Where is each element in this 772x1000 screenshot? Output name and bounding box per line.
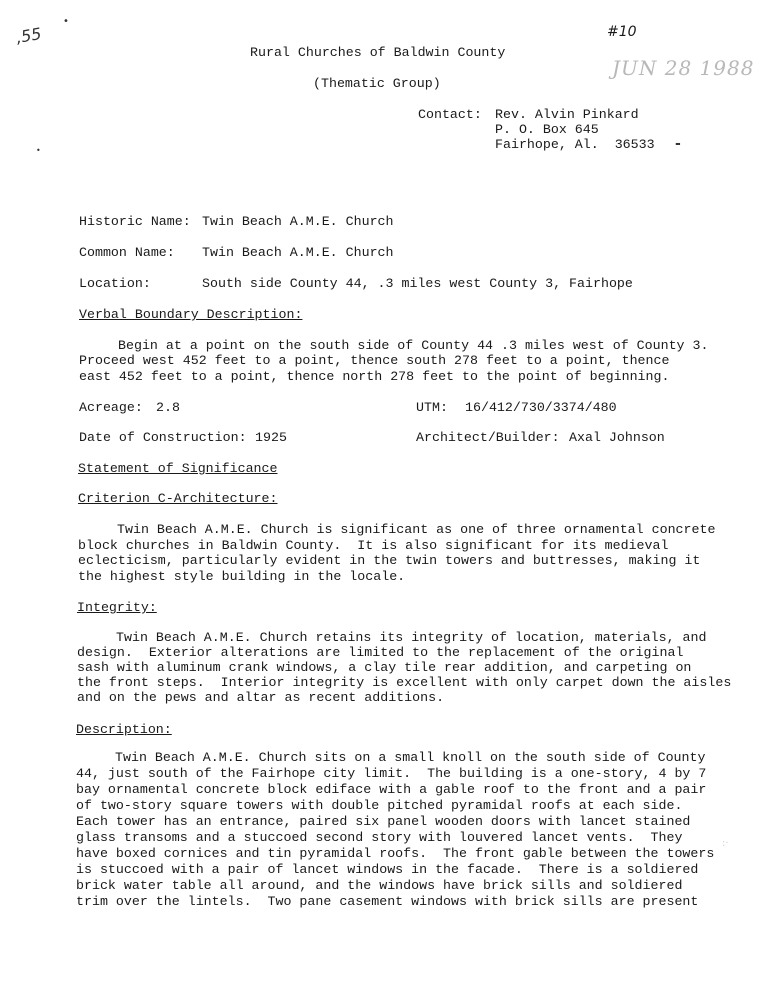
page-number: #10 bbox=[607, 24, 637, 40]
boundary-line: east 452 feet to a point, thence north 278 feet to the point of beginning. bbox=[79, 369, 670, 384]
description-line: bay ornamental concrete block ediface with a gable roof to the front and a pair bbox=[76, 782, 707, 797]
boundary-line: Begin at a point on the south side of County 44 .3 miles west of County 3. bbox=[118, 338, 709, 353]
description-line: brick water table all around, and the windows have brick sills and soldiered bbox=[76, 878, 683, 893]
common-name-value: Twin Beach A.M.E. Church bbox=[202, 245, 394, 260]
margin-dot: • bbox=[36, 146, 41, 155]
acreage-value: 2.8 bbox=[156, 400, 180, 415]
description-line: glass transoms and a stuccoed second story with louvered lancet vents. They bbox=[76, 830, 683, 845]
contact-name: Rev. Alvin Pinkard bbox=[495, 107, 639, 122]
significance-line: Twin Beach A.M.E. Church is significant as one of three ornamental concrete bbox=[117, 522, 716, 537]
integrity-heading: Integrity: bbox=[77, 600, 157, 615]
construction-date-label: Date of Construction: bbox=[79, 430, 247, 445]
significance-heading: Statement of Significance bbox=[78, 461, 278, 476]
historic-name-label: Historic Name: bbox=[79, 214, 191, 229]
document-subtitle: (Thematic Group) bbox=[313, 76, 441, 91]
location-value: South side County 44, .3 miles west County 3, Fairhope bbox=[202, 276, 633, 291]
contact-label: Contact: bbox=[418, 107, 482, 122]
integrity-line: Twin Beach A.M.E. Church retains its integrity of location, materials, and bbox=[116, 630, 707, 645]
historic-name-value: Twin Beach A.M.E. Church bbox=[202, 214, 394, 229]
acreage-label: Acreage: bbox=[79, 400, 143, 415]
document-title: Rural Churches of Baldwin County bbox=[250, 45, 506, 60]
description-line: of two-story square towers with double pitched pyramidal roofs at each side. bbox=[76, 798, 683, 813]
margin-handwriting: ,55 bbox=[14, 23, 43, 48]
contact-city: Fairhope, Al. 36533 bbox=[495, 137, 655, 152]
utm-label: UTM: bbox=[416, 400, 448, 415]
common-name-label: Common Name: bbox=[79, 245, 175, 260]
description-line: Each tower has an entrance, paired six panel wooden doors with lancet stained bbox=[76, 814, 691, 829]
utm-value: 16/412/730/3374/480 bbox=[465, 400, 617, 415]
description-line: Twin Beach A.M.E. Church sits on a small knoll on the south side of County bbox=[115, 750, 706, 765]
integrity-line: and on the pews and altar as recent additions. bbox=[77, 690, 445, 705]
dash-mark: - bbox=[675, 136, 681, 152]
description-line: is stuccoed with a pair of lancet windows in the facade. There is a soldiered bbox=[76, 862, 699, 877]
integrity-line: design. Exterior alterations are limited to the replacement of the original bbox=[77, 645, 684, 660]
description-heading: Description: bbox=[76, 722, 172, 737]
boundary-line: Proceed west 452 feet to a point, thence south 278 feet to a point, thence bbox=[79, 353, 670, 368]
significance-line: eclecticism, particularly evident in the twin towers and buttresses, making it bbox=[78, 553, 701, 568]
construction-date-value: 1925 bbox=[255, 430, 287, 445]
architect-label: Architect/Builder: bbox=[416, 430, 560, 445]
description-line: trim over the lintels. Two pane casement windows with brick sills are present bbox=[76, 894, 699, 909]
significance-line: block churches in Baldwin County. It is also significant for its medieval bbox=[78, 538, 669, 553]
contact-address: P. O. Box 645 bbox=[495, 122, 599, 137]
description-line: have boxed cornices and tin pyramidal roofs. The front gable between the towers bbox=[76, 846, 715, 861]
integrity-line: the front steps. Interior integrity is excellent with only carpet down the aisles bbox=[77, 675, 732, 690]
location-label: Location: bbox=[79, 276, 151, 291]
significance-line: the highest style building in the locale. bbox=[78, 569, 406, 584]
architect-value: Axal Johnson bbox=[569, 430, 665, 445]
criterion-heading: Criterion C-Architecture: bbox=[78, 491, 278, 506]
boundary-heading: Verbal Boundary Description: bbox=[79, 307, 303, 322]
integrity-line: sash with aluminum crank windows, a clay tile rear addition, and carpeting on bbox=[77, 660, 692, 675]
received-stamp: JUN 28 1988 bbox=[612, 56, 755, 80]
description-line: 44, just south of the Fairhope city limit. The building is a one-story, 4 by 7 bbox=[76, 766, 707, 781]
scan-noise: :· bbox=[722, 838, 729, 849]
margin-dot: • bbox=[63, 16, 69, 27]
